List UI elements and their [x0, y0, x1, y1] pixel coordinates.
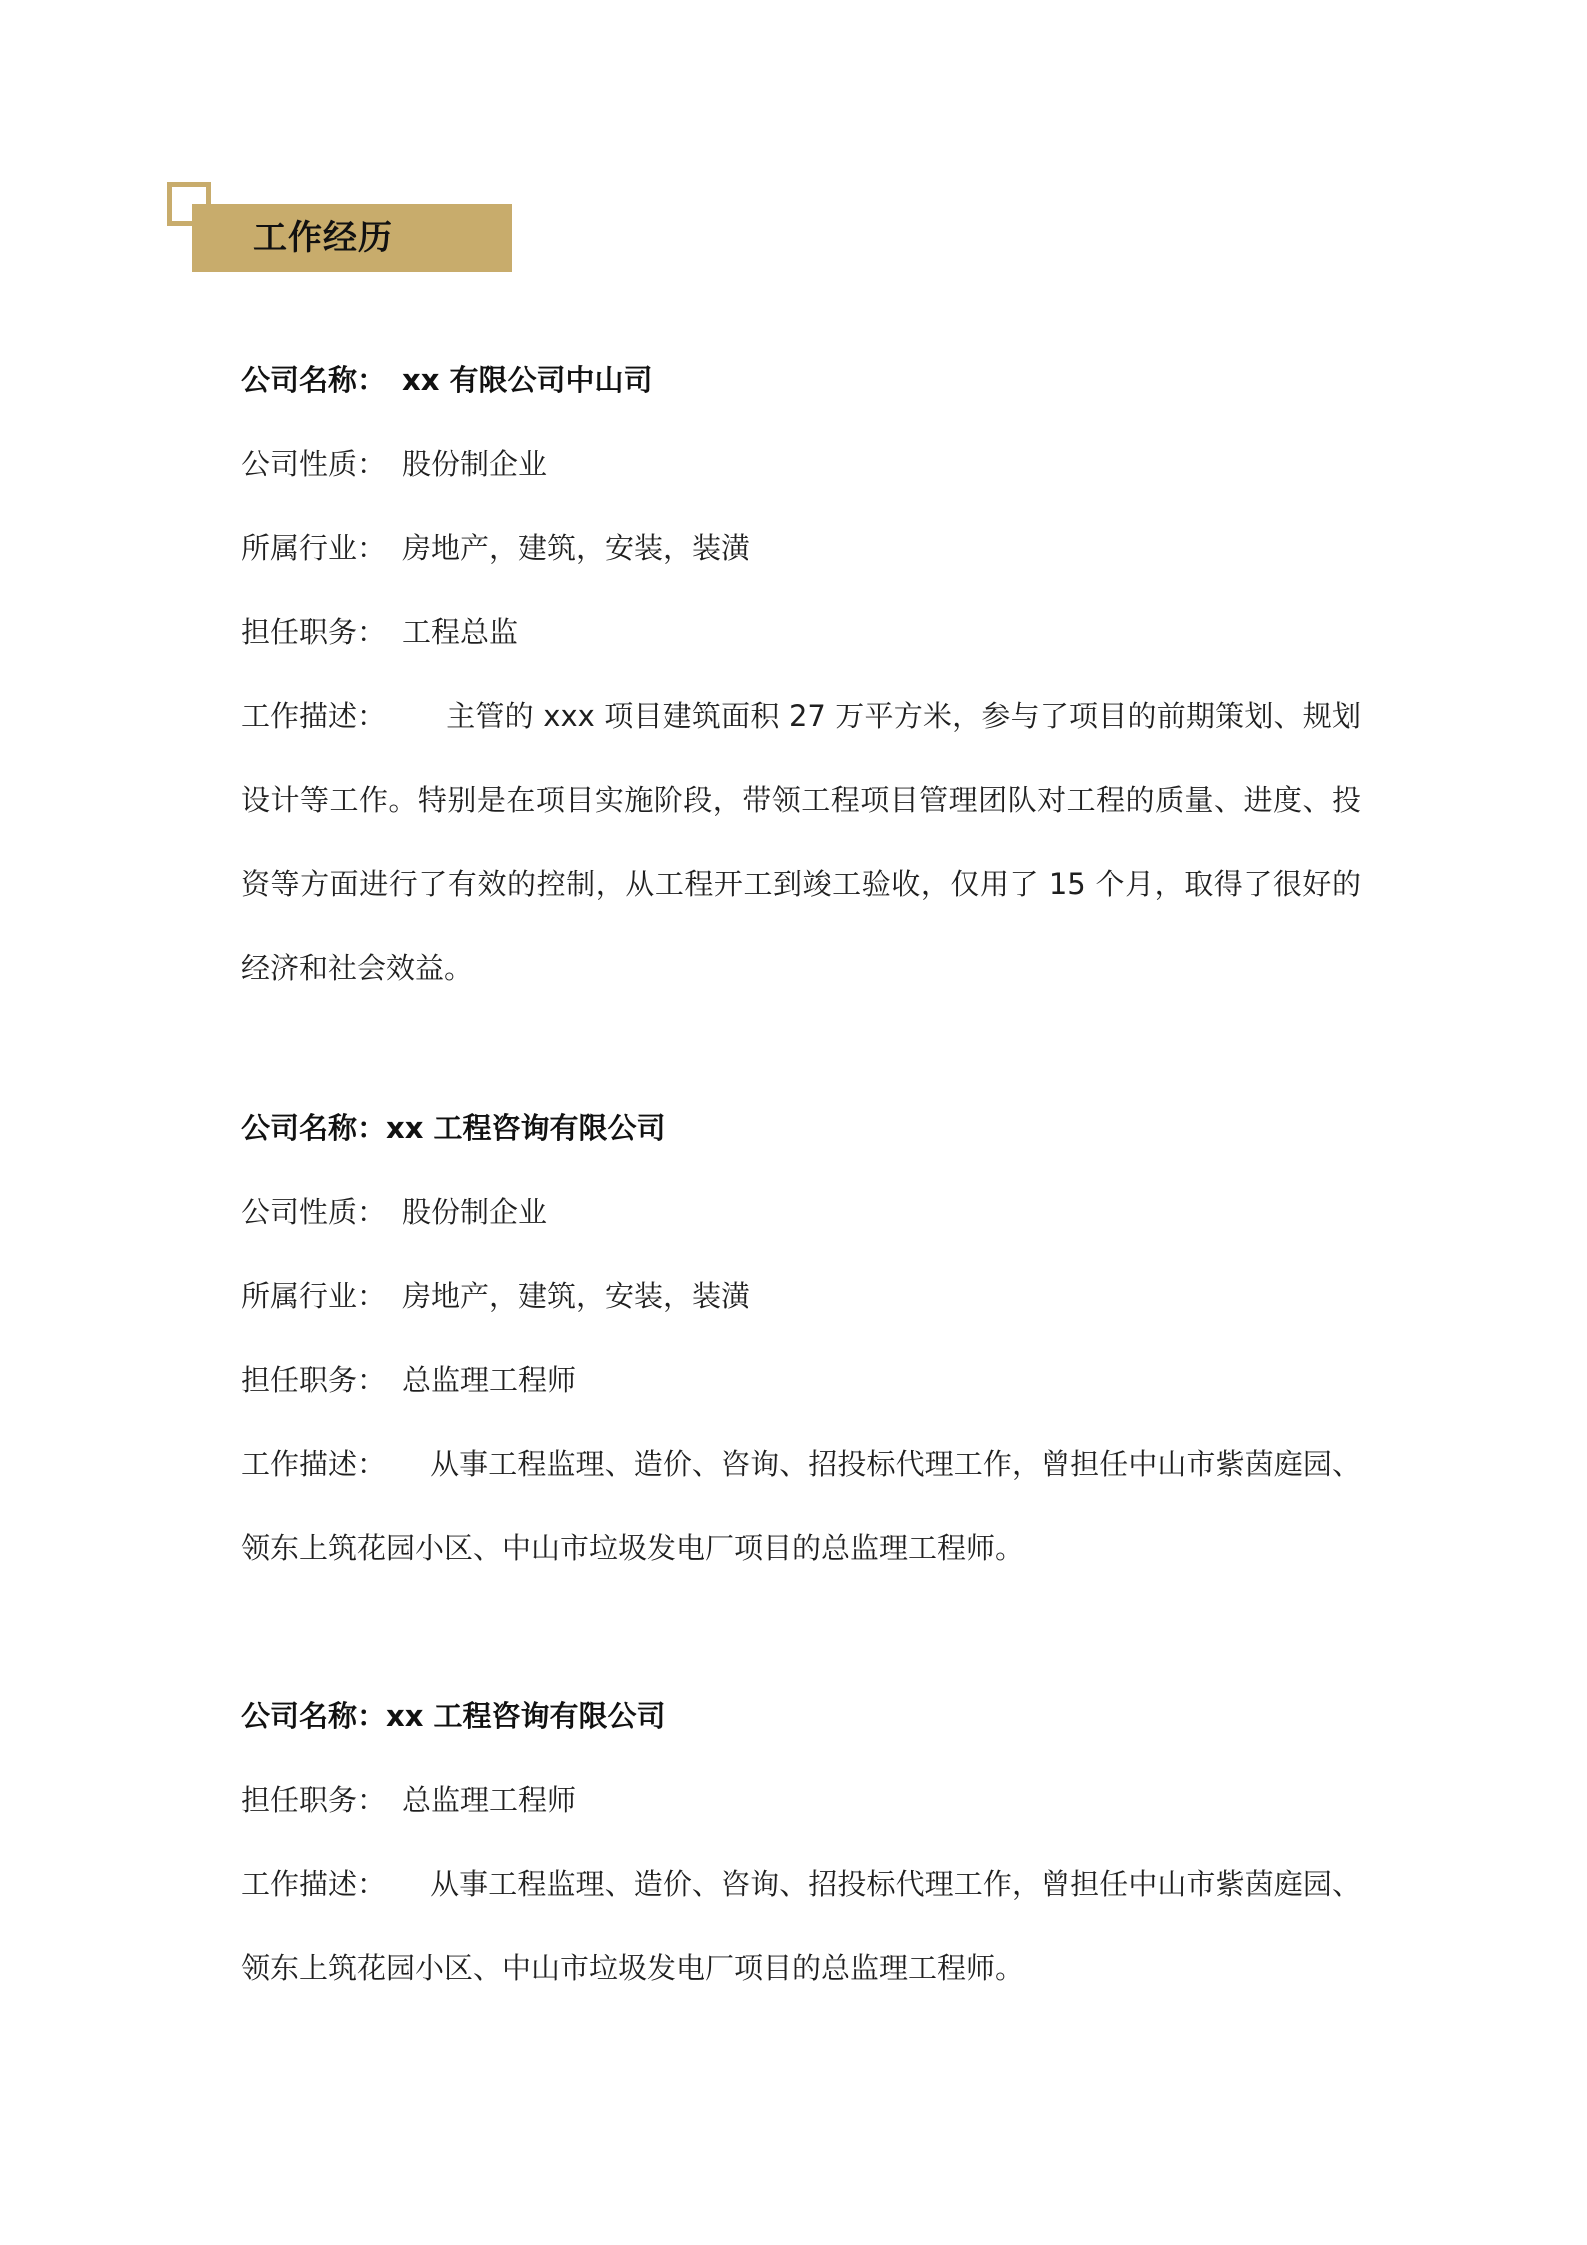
description-text: 从事工程监理、造价、咨询、招投标代理工作，曾担任中山市紫茵庭园、领东上筑花园小区、中山市垃圾发电厂项目的总监理工程师。 — [241, 1867, 1361, 1985]
description-text: 主管的 xxx 项目建筑面积 27 万平方米，参与了项目的前期策划、规划设计等工作。特别是在项目实施阶段，带领工程项目管理团队对工程的质量、进度、投资等方面进行了有效的控制，从工程开工到竣工验收，仅用了 15 个月，取得了很好的经济和社会效益。 — [241, 699, 1361, 985]
company-nature-label: 公司性质： — [241, 1195, 387, 1229]
industry-label: 所属行业： — [241, 1279, 387, 1313]
job-entry-3 — [241, 1674, 1361, 2010]
company-name-value: xx 工程咨询有限公司 — [386, 1699, 666, 1733]
description-row — [241, 1422, 1361, 1590]
company-name-value: xx 有限公司中山司 — [402, 363, 653, 397]
company-name-row — [241, 338, 1361, 422]
position-row — [241, 1338, 1361, 1422]
industry-row — [241, 506, 1361, 590]
company-name-label: 公司名称： — [241, 1111, 387, 1145]
position-label: 担任职务： — [241, 615, 387, 649]
industry-label: 所属行业： — [241, 531, 387, 565]
industry-row — [241, 1254, 1361, 1338]
position-label: 担任职务： — [241, 1783, 387, 1817]
company-name-label: 公司名称： — [241, 1699, 387, 1733]
job-entry-2 — [241, 1086, 1361, 1590]
description-row — [241, 1842, 1361, 2010]
company-nature-row — [241, 422, 1361, 506]
company-nature-label: 公司性质： — [241, 447, 387, 481]
job-entry-1 — [241, 338, 1361, 1010]
industry-value: 房地产，建筑，安装，装潢 — [402, 1279, 751, 1313]
position-row — [241, 1758, 1361, 1842]
description-label: 工作描述： — [241, 1447, 387, 1481]
description-text: 从事工程监理、造价、咨询、招投标代理工作，曾担任中山市紫茵庭园、领东上筑花园小区、中山市垃圾发电厂项目的总监理工程师。 — [241, 1447, 1361, 1565]
position-value: 总监理工程师 — [402, 1363, 577, 1397]
company-name-value: xx 工程咨询有限公司 — [386, 1111, 666, 1145]
description-label: 工作描述： — [241, 1867, 387, 1901]
position-row — [241, 590, 1361, 674]
description-row — [241, 674, 1361, 1010]
industry-value: 房地产，建筑，安装，装潢 — [402, 531, 751, 565]
company-nature-value: 股份制企业 — [402, 447, 548, 481]
section-header — [167, 182, 517, 274]
position-label: 担任职务： — [241, 1363, 387, 1397]
company-name-label: 公司名称： — [241, 363, 387, 397]
company-name-row — [241, 1674, 1361, 1758]
company-name-row — [241, 1086, 1361, 1170]
section-title: 工作经历 — [253, 218, 393, 258]
company-nature-value: 股份制企业 — [402, 1195, 548, 1229]
company-nature-row — [241, 1170, 1361, 1254]
description-label: 工作描述： — [241, 699, 387, 733]
position-value: 总监理工程师 — [402, 1783, 577, 1817]
position-value: 工程总监 — [402, 615, 519, 649]
